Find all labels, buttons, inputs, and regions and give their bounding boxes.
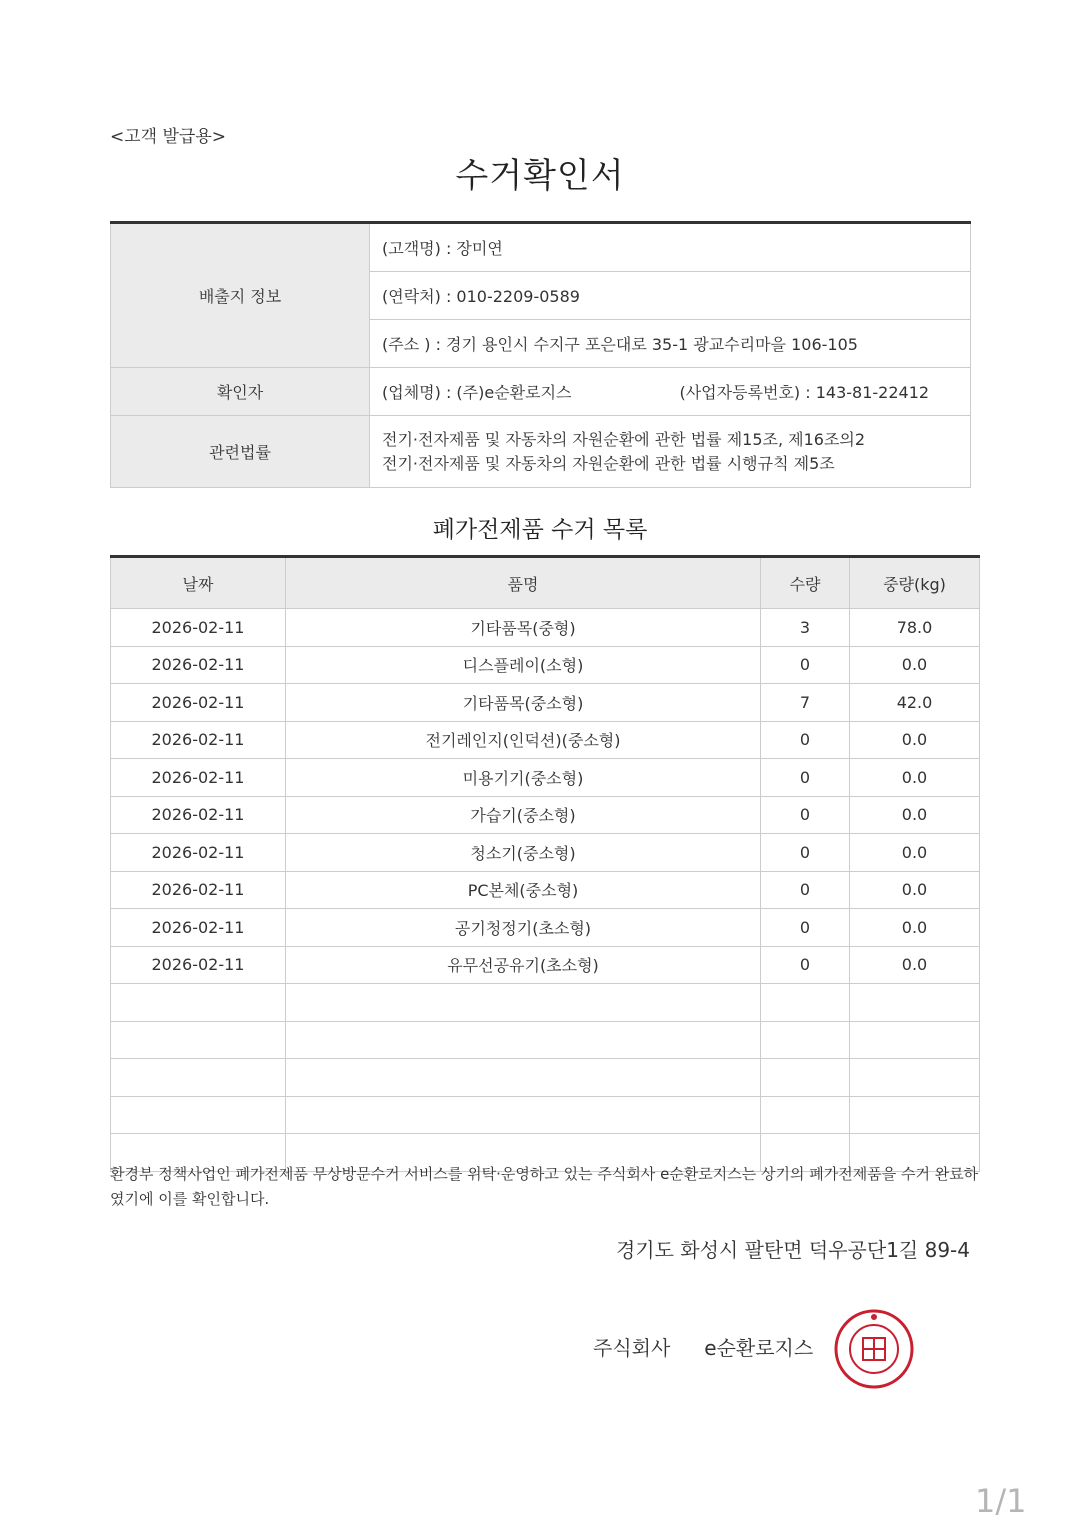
company-prefix: 주식회사 [593,1336,671,1360]
cell-quantity: 0 [761,721,850,759]
cell-weight: 42.0 [850,684,980,722]
cell-item-name: 기타품목(중소형) [286,684,761,722]
table-row [111,759,980,797]
law-header: 관련법률 [111,416,370,488]
cell-item-name [286,1096,761,1134]
cell-weight [850,984,980,1022]
company-field: (업체명) : (주)e순환로지스 [382,383,572,402]
cell-quantity [761,984,850,1022]
cell-quantity: 0 [761,646,850,684]
column-quantity: 수량 [761,557,850,609]
cell-weight: 78.0 [850,609,980,647]
cell-quantity: 7 [761,684,850,722]
customer-name: (고객명) : 장미연 [370,223,971,272]
copy-label: <고객 발급용> [110,127,227,147]
seal-dot [871,1314,877,1320]
cell-item-name [286,984,761,1022]
cell-weight: 0.0 [850,759,980,797]
column-item-name: 품명 [286,557,761,609]
table-row [111,646,980,684]
cell-quantity: 0 [761,909,850,947]
cell-date [111,984,286,1022]
cell-date: 2026-02-11 [111,796,286,834]
table-row [111,684,980,722]
cell-weight: 0.0 [850,796,980,834]
cell-item-name: 유무선공유기(초소형) [286,946,761,984]
cell-quantity [761,1021,850,1059]
cell-item-name: 디스플레이(소형) [286,646,761,684]
cell-weight [850,1096,980,1134]
cell-weight: 0.0 [850,646,980,684]
table-row [111,909,980,947]
cell-date: 2026-02-11 [111,684,286,722]
cell-date: 2026-02-11 [111,609,286,647]
cell-date [111,1059,286,1097]
company-address: 경기도 화성시 팔탄면 덕우공단1길 89-4 [615,1238,970,1262]
cell-weight: 0.0 [850,871,980,909]
customer-contact: (연락처) : 010-2209-0589 [370,272,971,320]
items-table [110,555,980,1172]
cell-date: 2026-02-11 [111,946,286,984]
table-row [111,796,980,834]
cell-item-name: 미용기기(중소형) [286,759,761,797]
company-name-line [593,1332,813,1361]
table-row [111,721,980,759]
cell-item-name: PC본체(중소형) [286,871,761,909]
cell-date: 2026-02-11 [111,909,286,947]
cell-quantity [761,1059,850,1097]
law-line-1: 전기·전자제품 및 자동차의 자원순환에 관한 법률 제15조, 제16조의2 [382,429,866,449]
cell-item-name: 가습기(중소형) [286,796,761,834]
cell-date: 2026-02-11 [111,759,286,797]
table-row [111,946,980,984]
cell-date: 2026-02-11 [111,646,286,684]
cell-item-name: 전기레인지(인덕션)(중소형) [286,721,761,759]
law-line-2: 전기·전자제품 및 자동차의 자원순환에 관한 법률 시행규칙 제5조 [382,453,835,473]
document-title: 수거확인서 [455,156,625,196]
cell-weight [850,1059,980,1097]
cell-item-name [286,1059,761,1097]
cell-quantity: 3 [761,609,850,647]
table-row [111,1059,980,1097]
cell-quantity: 0 [761,759,850,797]
column-date: 날짜 [111,557,286,609]
cell-quantity: 0 [761,946,850,984]
column-weight: 중량(kg) [850,557,980,609]
customer-address: (주소 ) : 경기 용인시 수지구 포은대로 35-1 광교수리마을 106-105 [370,320,971,368]
cell-date [111,1096,286,1134]
cell-date: 2026-02-11 [111,871,286,909]
items-list-title: 폐가전제품 수거 목록 [432,517,648,543]
page-indicator: 1/1 [975,1482,1027,1520]
cell-quantity: 0 [761,871,850,909]
law-cell [370,416,971,488]
cell-weight: 0.0 [850,946,980,984]
table-row [111,1021,980,1059]
cell-quantity: 0 [761,834,850,872]
table-row [111,609,980,647]
table-row [111,834,980,872]
cell-weight: 0.0 [850,721,980,759]
cell-item-name: 청소기(중소형) [286,834,761,872]
cell-weight [850,1021,980,1059]
confirmation-statement: 환경부 정책사업인 폐가전제품 무상방문수거 서비스를 위탁·운영하고 있는 주식회사 e순환로지스는 상기의 폐가전제품을 수거 완료하였기에 이를 확인합니다. [110,1165,979,1208]
table-row [111,1096,980,1134]
cell-quantity: 0 [761,796,850,834]
cell-quantity [761,1096,850,1134]
company-seal-icon [833,1308,915,1390]
registration-field: (사업자등록번호) : 143-81-22412 [679,383,930,402]
verifier-cell [370,368,971,416]
cell-item-name: 공기청정기(초소형) [286,909,761,947]
origin-header: 배출지 정보 [111,223,370,368]
cell-weight: 0.0 [850,909,980,947]
company-name: e순환로지스 [704,1336,814,1360]
cell-item-name [286,1021,761,1059]
table-row [111,871,980,909]
verifier-header: 확인자 [111,368,370,416]
cell-date [111,1021,286,1059]
cell-date: 2026-02-11 [111,834,286,872]
info-table [110,221,971,488]
cell-item-name: 기타품목(중형) [286,609,761,647]
table-row [111,984,980,1022]
cell-date: 2026-02-11 [111,721,286,759]
cell-weight: 0.0 [850,834,980,872]
